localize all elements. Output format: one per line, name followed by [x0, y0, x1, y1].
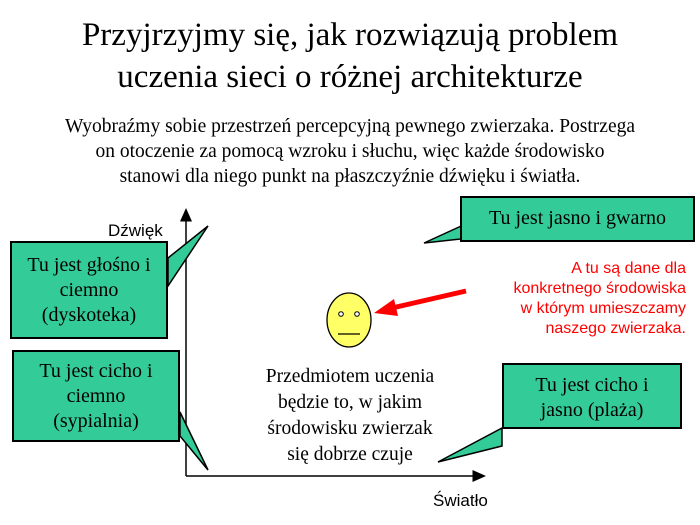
callout-bright-loud-text: Tu jest jasno i gwarno [488, 207, 667, 229]
intro-line-1: Wyobraźmy sobie przestrzeń percepcyjną pewnego zwierzaka. Postrzega [64, 116, 635, 137]
data-point-note-line-1: A tu są dane dla [571, 260, 686, 277]
callout-quiet-bright-line-1: Tu jest cicho i [535, 374, 649, 396]
data-point-note-line-2: konkretnego środowiska [513, 280, 686, 297]
title-line-1: Przyjrzyjmy się, jak rozwiązują problem [81, 17, 619, 53]
callout-quiet-dark-line-2: ciemno [66, 385, 126, 407]
callout-quiet-bright-line-2: jasno (plaża) [540, 399, 644, 421]
learning-goal-line-4: się dobrze czuje [287, 444, 413, 465]
callout-quiet-bright [502, 363, 682, 429]
data-point-note [466, 259, 686, 339]
y-axis-label: Dźwięk [108, 221, 163, 240]
callout-quiet-dark-line-3: (sypialnia) [53, 410, 139, 432]
red-arrow [374, 291, 466, 316]
callout-loud-dark-line-3: (dyskoteka) [41, 304, 137, 326]
data-point-note-line-3: w którym umieszczamy [520, 300, 686, 317]
bottom-left-callout-pointer [180, 412, 208, 470]
learning-goal-line-2: będzie to, w jakim [277, 392, 423, 413]
callout-loud-dark [10, 241, 168, 339]
top-left-callout-pointer [168, 226, 208, 286]
intro-line-2: on otoczenie za pomocą wzroku i słuchu, więc każde środowisko [95, 141, 605, 162]
callout-loud-dark-line-2: ciemno [59, 279, 119, 301]
callout-quiet-dark-line-1: Tu jest cicho i [39, 360, 153, 382]
callout-quiet-dark [12, 350, 180, 442]
callout-loud-dark-line-1: Tu jest głośno i [27, 254, 151, 276]
learning-goal-line-1: Przedmiotem uczenia [265, 366, 435, 387]
neutral-face-icon [327, 293, 371, 347]
data-point-note-line-4: naszego zwierzaka. [545, 320, 686, 337]
title-line-2: uczenia sieci o różnej architekturze [117, 59, 583, 95]
x-axis-label: Światło [433, 491, 488, 510]
callout-bright-loud [460, 196, 695, 242]
learning-goal-text [240, 364, 460, 468]
intro-line-3: stanowi dla niego punkt na płaszczyźnie dźwięku i światła. [119, 166, 581, 187]
learning-goal-line-3: środowisku zwierzak [267, 418, 433, 439]
